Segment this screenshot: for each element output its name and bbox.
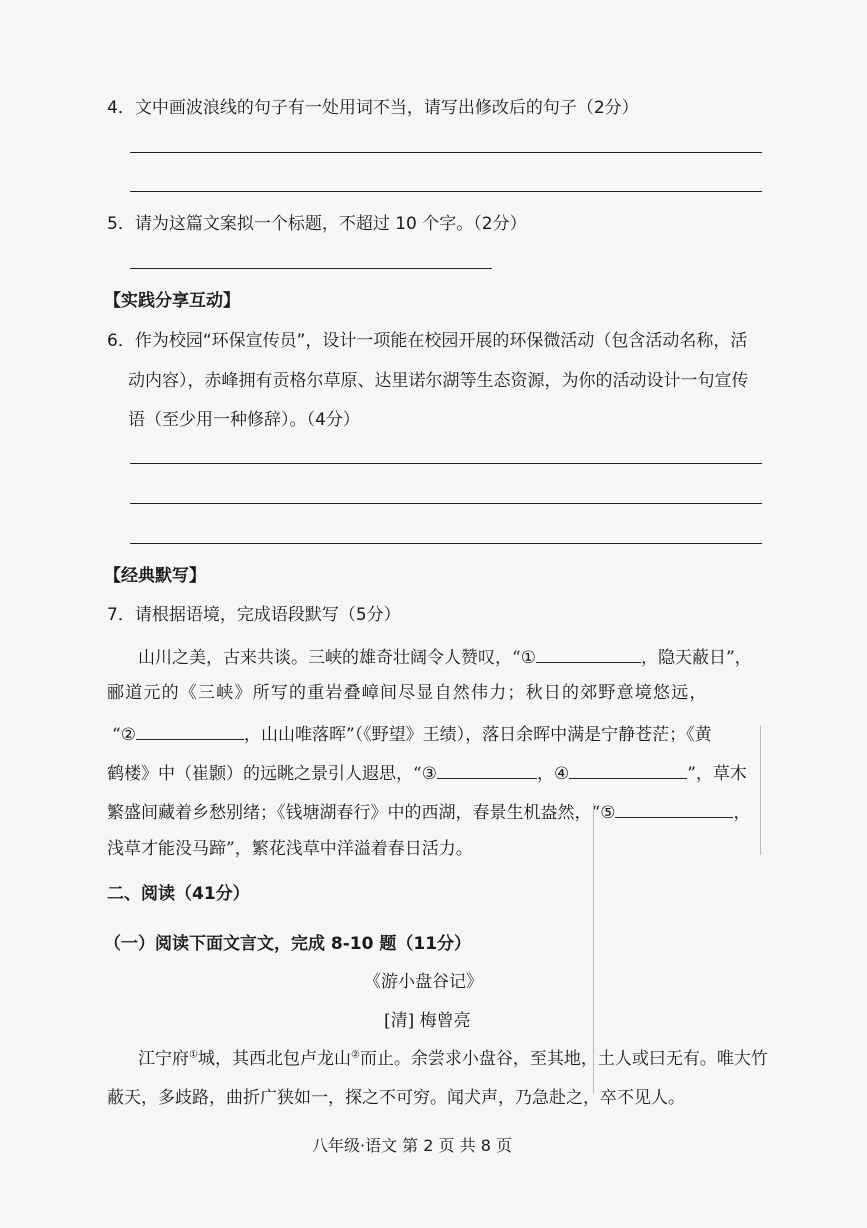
q7-paragraph-line: “② ，山山唯落晖”（《野望》王绩），落日余晖中满是宁静苍茫；《黄 (112, 721, 712, 746)
fill-blank-2[interactable] (136, 721, 244, 740)
answer-line[interactable] (130, 268, 492, 269)
section-heading-practice: 【实践分享互动】 (104, 291, 240, 311)
question-7-title: 7．请根据语境，完成语段默写（5分） (107, 605, 401, 625)
fill-blank-4[interactable] (569, 760, 687, 779)
answer-line[interactable] (130, 191, 762, 192)
question-6-line: 语（至少用一种修辞）。（4分） (128, 410, 360, 430)
subsection-heading: （一）阅读下面文言文，完成 8-10 题（11分） (104, 934, 472, 954)
section-heading-reading: 二、阅读（41分） (107, 884, 250, 904)
q7-paragraph-line: 繁盛间藏着乡愁别绪；《钱塘湖春行》中的西湖，春景生机盎然，“⑤ ， (107, 799, 750, 824)
section-heading-classic: 【经典默写】 (104, 566, 206, 586)
blank-marker: ④ (553, 764, 570, 784)
q7-paragraph-line: 浅草才能没马蹄”，繁花浅草中洋溢着春日活力。 (107, 839, 473, 859)
q7-paragraph-line: 郦道元的《三峡》所写的重岩叠嶂间尽显自然伟力；秋日的郊野意境悠远， (107, 683, 708, 703)
question-4: 4．文中画波浪线的句子有一处用词不当，请写出修改后的句子（2分） (107, 98, 639, 118)
answer-line[interactable] (130, 463, 762, 464)
q7-paragraph-line: 山川之美，古来共谈。三峡的雄奇壮阔令人赞叹，“① ，隐天蔽日”， (138, 644, 752, 669)
passage-author: [清] 梅曾亮 (384, 1011, 471, 1031)
question-6-line: 动内容），赤峰拥有贡格尔草原、达里诺尔湖等生态资源，为你的活动设计一句宣传 (128, 371, 749, 391)
blank-marker: ③ (421, 764, 437, 784)
page-footer: 八年级·语文 第 2 页 共 8 页 (312, 1136, 512, 1155)
blank-marker: ① (520, 648, 536, 668)
blank-marker: ② (120, 725, 136, 745)
question-5: 5．请为这篇文案拟一个标题，不超过 10 个字。（2分） (107, 214, 527, 234)
blank-marker: ⑤ (600, 803, 616, 823)
answer-line[interactable] (130, 152, 762, 153)
fold-mark (760, 725, 761, 855)
fill-blank-3[interactable] (437, 760, 537, 779)
passage-line: 江宁府①城，其西北包卢龙山②而止。余尝求小盘谷，至其地，土人或曰无有。唯大竹 (138, 1049, 768, 1069)
footnote-marker: ① (189, 1049, 198, 1061)
passage-title: 《游小盘谷记》 (364, 972, 483, 992)
fill-blank-1[interactable] (536, 644, 641, 663)
answer-line[interactable] (130, 503, 762, 504)
answer-line[interactable] (130, 543, 762, 544)
passage-line: 蔽天，多歧路，曲折广狭如一，探之不可穷。闻犬声，乃急赴之，卒不见人。 (107, 1088, 685, 1108)
question-6-line: 6．作为校园“环保宣传员”，设计一项能在校园开展的环保微活动（包含活动名称，活 (107, 331, 748, 351)
q7-paragraph-line: 鹤楼》中（崔颢）的远眺之景引人遐思，“③ ，④ ”，草木 (107, 760, 747, 785)
fill-blank-5[interactable] (615, 799, 733, 818)
footnote-marker: ② (350, 1049, 360, 1061)
